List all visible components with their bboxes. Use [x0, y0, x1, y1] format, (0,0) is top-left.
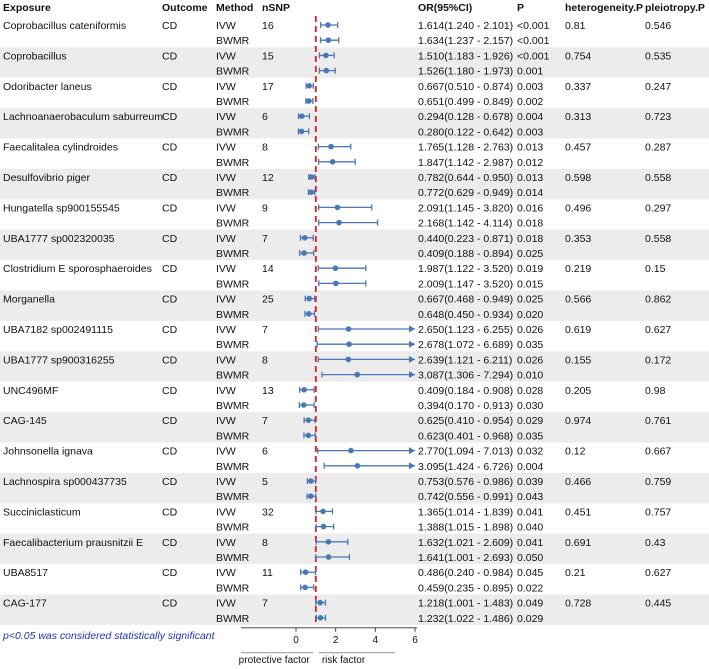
p-value: 0.012 [517, 156, 544, 169]
outcome-label: CD [162, 263, 178, 276]
exposure-label: UBA1777 sp900316255 [3, 354, 115, 367]
exposure-label: Clostridium E sporosphaeroides [3, 263, 152, 276]
p-value: 0.050 [517, 552, 544, 564]
or-point [306, 83, 312, 89]
outcome-label: CD [162, 20, 178, 32]
or-ci-text: 0.667(0.510 - 0.874) [418, 80, 514, 93]
method-label: BWMR [216, 339, 250, 352]
or-point [306, 433, 312, 439]
p-value: 0.003 [517, 80, 544, 93]
method-label: BWMR [216, 278, 250, 291]
or-point [346, 326, 352, 332]
exposure-label: Hungatella sp900155545 [3, 202, 120, 215]
or-point [318, 615, 324, 621]
method-label: IVW [216, 202, 236, 215]
exposure-label: Johnsonella ignava [3, 445, 93, 458]
pleiotropy-p-value: 0.43 [645, 536, 666, 549]
nsnp-value: 8 [262, 536, 268, 549]
row-stripe [0, 47, 709, 77]
or-ci-text: 1.365(1.014 - 1.839) [418, 506, 514, 519]
exposure-label: Coprobacillus [3, 50, 67, 63]
method-label: IVW [216, 567, 236, 580]
column-header: nSNP [262, 2, 291, 14]
protective-factor-label: protective factor [238, 654, 310, 666]
method-label: IVW [216, 172, 236, 184]
exposure-label: UBA1777 sp002320035 [3, 232, 115, 245]
pleiotropy-p-value: 0.723 [645, 111, 672, 124]
or-ci-text: 1.218(1.001 - 1.483) [418, 597, 514, 610]
or-point [317, 600, 323, 606]
heterogeneity-p-value: 0.598 [565, 172, 592, 184]
ci-arrow [409, 462, 415, 469]
pleiotropy-p-value: 0.15 [645, 263, 666, 276]
p-value: 0.013 [517, 141, 544, 154]
exposure-label: Faecalitalea cylindroides [3, 141, 118, 154]
p-value: 0.029 [517, 612, 544, 625]
method-label: IVW [216, 445, 236, 458]
column-header: heterogeneity.P [565, 2, 643, 14]
or-ci-text: 2.091(1.145 - 3.820) [418, 202, 514, 215]
nsnp-value: 7 [262, 232, 268, 245]
column-header: P [517, 2, 525, 14]
pleiotropy-p-value: 0.627 [645, 567, 672, 580]
p-value: 0.010 [517, 369, 544, 382]
heterogeneity-p-value: 0.155 [565, 354, 592, 367]
pleiotropy-p-value: 0.761 [645, 415, 672, 428]
exposure-label: Lachnospira sp000437735 [3, 476, 127, 488]
p-value: 0.003 [517, 126, 544, 139]
or-ci-text: 0.648(0.450 - 0.934) [418, 308, 514, 321]
p-value: 0.049 [517, 597, 544, 610]
nsnp-value: 12 [262, 172, 274, 184]
outcome-label: CD [162, 141, 178, 154]
p-value: 0.043 [517, 491, 544, 504]
pleiotropy-p-value: 0.287 [645, 141, 672, 154]
column-header: OR(95%CI) [418, 2, 473, 14]
pleiotropy-p-value: 0.98 [645, 384, 666, 397]
pleiotropy-p-value: 0.759 [645, 476, 672, 488]
x-tick-label: 2 [332, 634, 339, 646]
or-ci-text: 1.765(1.128 - 2.763) [418, 141, 514, 154]
or-ci-text: 1.987(1.122 - 3.520) [418, 263, 514, 276]
or-point [308, 478, 314, 484]
p-value: 0.019 [517, 263, 544, 276]
pleiotropy-p-value: 0.247 [645, 80, 672, 93]
or-ci-text: 0.742(0.556 - 0.991) [418, 491, 514, 504]
column-header: Method [216, 2, 254, 14]
or-ci-text: 2.168(1.142 - 4.114) [418, 217, 513, 230]
p-value: <0.001 [517, 50, 550, 63]
p-value: 0.001 [517, 65, 544, 78]
or-ci-text: 0.409(0.184 - 0.908) [418, 384, 514, 397]
method-label: BWMR [216, 369, 250, 382]
nsnp-value: 6 [262, 111, 268, 124]
pleiotropy-p-value: 0.172 [645, 354, 672, 367]
or-point [336, 220, 342, 226]
ci-arrow [409, 447, 415, 454]
outcome-label: CD [162, 172, 178, 184]
or-point [326, 37, 332, 43]
pleiotropy-p-value: 0.627 [645, 324, 672, 336]
heterogeneity-p-value: 0.619 [565, 324, 592, 336]
nsnp-value: 32 [262, 506, 274, 519]
or-point [328, 144, 334, 150]
p-value: 0.030 [517, 400, 544, 412]
pleiotropy-p-value: 0.445 [645, 597, 672, 610]
outcome-label: CD [162, 567, 178, 580]
method-label: BWMR [216, 460, 250, 473]
p-value: 0.039 [517, 476, 544, 488]
heterogeneity-p-value: 0.313 [565, 111, 592, 124]
or-ci-text: 0.772(0.629 - 0.949) [418, 187, 514, 200]
nsnp-value: 15 [262, 50, 274, 63]
p-value: 0.045 [517, 567, 544, 580]
or-ci-text: 0.486(0.240 - 0.984) [418, 567, 514, 580]
or-point [306, 417, 312, 423]
outcome-label: CD [162, 202, 178, 215]
nsnp-value: 9 [262, 202, 268, 215]
or-point [299, 129, 305, 135]
heterogeneity-p-value: 0.21 [565, 567, 586, 580]
nsnp-value: 11 [262, 567, 273, 580]
p-value: 0.025 [517, 248, 544, 260]
method-label: BWMR [216, 491, 250, 504]
or-point [302, 585, 308, 591]
or-point [321, 524, 327, 530]
p-value: 0.040 [517, 521, 544, 534]
or-point [306, 296, 312, 302]
outcome-label: CD [162, 445, 178, 458]
nsnp-value: 7 [262, 597, 268, 610]
method-label: IVW [216, 536, 236, 549]
p-value: 0.013 [517, 172, 544, 184]
outcome-label: CD [162, 293, 178, 306]
method-label: BWMR [216, 400, 250, 412]
exposure-label: Coprobacillus cateniformis [3, 20, 127, 32]
exposure-label: Faecalibacterium prausnitzii E [3, 536, 144, 549]
nsnp-value: 6 [262, 445, 268, 458]
heterogeneity-p-value: 0.337 [565, 80, 592, 93]
method-label: IVW [216, 80, 236, 93]
method-label: IVW [216, 354, 236, 367]
heterogeneity-p-value: 0.12 [565, 445, 586, 458]
nsnp-value: 5 [262, 476, 268, 488]
method-label: BWMR [216, 156, 250, 169]
exposure-label: Succiniclasticum [3, 506, 81, 519]
p-value: <0.001 [517, 20, 550, 32]
column-header: pleiotropy.P [645, 2, 705, 14]
method-label: IVW [216, 50, 236, 63]
outcome-label: CD [162, 232, 178, 245]
or-ci-text: 2.650(1.123 - 6.255) [418, 324, 514, 336]
method-label: BWMR [216, 217, 250, 230]
or-ci-text: 0.280(0.122 - 0.642) [418, 126, 514, 139]
p-value: 0.016 [517, 202, 544, 215]
pleiotropy-p-value: 0.535 [645, 50, 672, 63]
pleiotropy-p-value: 0.558 [645, 172, 672, 184]
method-label: BWMR [216, 96, 250, 108]
or-point [309, 174, 315, 180]
p-value: 0.002 [517, 96, 544, 108]
nsnp-value: 7 [262, 324, 268, 336]
outcome-label: CD [162, 111, 178, 124]
row-stripe [0, 595, 709, 625]
method-label: BWMR [216, 248, 250, 260]
or-point [323, 68, 329, 74]
column-header: Outcome [162, 2, 208, 14]
outcome-label: CD [162, 506, 178, 519]
nsnp-value: 16 [262, 20, 274, 32]
or-point [323, 53, 329, 59]
heterogeneity-p-value: 0.81 [565, 20, 586, 32]
heterogeneity-p-value: 0.754 [565, 50, 592, 63]
p-value: 0.022 [517, 582, 544, 595]
or-ci-text: 2.639(1.121 - 6.211) [418, 354, 513, 367]
column-header: Exposure [3, 2, 51, 14]
risk-factor-label: risk factor [321, 654, 366, 666]
row-stripe [0, 412, 709, 442]
method-label: IVW [216, 141, 236, 154]
ci-arrow [409, 341, 415, 348]
exposure-label: UBA7182 sp002491115 [3, 324, 113, 336]
p-value: 0.035 [517, 430, 544, 443]
method-label: BWMR [216, 430, 250, 443]
p-value: 0.041 [517, 506, 544, 519]
or-ci-text: 0.782(0.644 - 0.950) [418, 172, 514, 184]
nsnp-value: 25 [262, 293, 274, 306]
heterogeneity-p-value: 0.451 [565, 506, 592, 519]
method-label: BWMR [216, 308, 250, 321]
heterogeneity-p-value: 0.219 [565, 263, 592, 276]
method-label: BWMR [216, 612, 250, 625]
heterogeneity-p-value: 0.205 [565, 384, 592, 397]
or-ci-text: 0.667(0.468 - 0.949) [418, 293, 514, 306]
exposure-label: Desulfovibrio piger [3, 172, 90, 184]
pleiotropy-p-value: 0.558 [645, 232, 672, 245]
or-ci-text: 0.459(0.235 - 0.895) [418, 582, 514, 595]
or-point [303, 569, 309, 575]
exposure-label: Morganella [3, 293, 55, 306]
or-ci-text: 1.526(1.180 - 1.973) [418, 65, 514, 78]
outcome-label: CD [162, 324, 178, 336]
outcome-label: CD [162, 80, 178, 93]
outcome-label: CD [162, 536, 178, 549]
or-point [306, 311, 312, 317]
heterogeneity-p-value: 0.728 [565, 597, 592, 610]
nsnp-value: 17 [262, 80, 274, 93]
outcome-label: CD [162, 476, 178, 488]
x-tick-label: 4 [372, 634, 379, 646]
heterogeneity-p-value: 0.691 [565, 536, 592, 549]
ci-arrow [409, 326, 415, 333]
exposure-label: CAG-145 [3, 415, 47, 428]
method-label: BWMR [216, 126, 250, 139]
exposure-label: UBA8517 [3, 567, 48, 580]
nsnp-value: 8 [262, 354, 268, 367]
or-ci-text: 1.634(1.237 - 2.157) [418, 35, 514, 48]
or-point [302, 235, 308, 241]
p-value: 0.020 [517, 308, 544, 321]
or-ci-text: 0.394(0.170 - 0.913) [418, 400, 514, 412]
nsnp-value: 13 [262, 384, 274, 397]
or-point [301, 402, 307, 408]
method-label: BWMR [216, 35, 250, 48]
or-point [306, 98, 312, 104]
or-point [325, 22, 331, 28]
or-point [308, 493, 314, 499]
or-ci-text: 3.087(1.306 - 7.294) [418, 369, 514, 382]
p-value: 0.014 [517, 187, 544, 200]
heterogeneity-p-value: 0.466 [565, 476, 592, 488]
or-point [333, 281, 339, 287]
method-label: IVW [216, 415, 236, 428]
method-label: IVW [216, 324, 236, 336]
row-stripe [0, 291, 709, 321]
method-label: IVW [216, 384, 236, 397]
or-point [301, 250, 307, 256]
or-ci-text: 1.388(1.015 - 1.898) [418, 521, 514, 534]
method-label: IVW [216, 263, 236, 276]
p-value: 0.004 [517, 111, 544, 124]
or-ci-text: 2.678(1.072 - 6.689) [418, 339, 514, 352]
or-ci-text: 1.632(1.021 - 2.609) [418, 536, 514, 549]
method-label: IVW [216, 293, 236, 306]
or-point [354, 372, 360, 378]
pleiotropy-p-value: 0.757 [645, 506, 672, 519]
or-ci-text: 0.651(0.499 - 0.849) [418, 96, 514, 108]
or-ci-text: 0.440(0.223 - 0.871) [418, 232, 514, 245]
or-ci-text: 1.614(1.240 - 2.101) [418, 20, 514, 32]
or-ci-text: 1.641(1.001 - 2.693) [418, 552, 514, 564]
or-point [299, 113, 305, 119]
heterogeneity-p-value: 0.457 [565, 141, 592, 154]
method-label: IVW [216, 597, 236, 610]
pleiotropy-p-value: 0.862 [645, 293, 672, 306]
pleiotropy-p-value: 0.546 [645, 20, 672, 32]
exposure-label: Lachnoanaerobaculum saburreum [3, 111, 163, 124]
method-label: IVW [216, 476, 236, 488]
p-value: 0.028 [517, 384, 544, 397]
or-point [330, 159, 336, 165]
or-ci-text: 1.510(1.183 - 1.926) [418, 50, 514, 63]
exposure-label: UNC496MF [3, 384, 59, 397]
nsnp-value: 7 [262, 415, 268, 428]
heterogeneity-p-value: 0.566 [565, 293, 592, 306]
or-ci-text: 2.009(1.147 - 3.520) [418, 278, 514, 291]
p-value: 0.035 [517, 339, 544, 352]
pleiotropy-p-value: 0.297 [645, 202, 672, 215]
p-value: 0.029 [517, 415, 544, 428]
or-ci-text: 0.409(0.188 - 0.894) [418, 248, 514, 260]
method-label: IVW [216, 506, 236, 519]
row-stripe [0, 169, 709, 199]
or-ci-text: 0.625(0.410 - 0.954) [418, 415, 514, 428]
or-point [335, 205, 341, 211]
p-value: 0.041 [517, 536, 544, 549]
exposure-label: CAG-177 [3, 597, 47, 610]
or-ci-text: 1.847(1.142 - 2.987) [418, 156, 514, 169]
p-value: 0.032 [517, 445, 544, 458]
method-label: BWMR [216, 582, 250, 595]
outcome-label: CD [162, 384, 178, 397]
or-point [333, 265, 339, 271]
p-value: <0.001 [517, 35, 550, 48]
or-point [326, 554, 332, 560]
or-ci-text: 2.770(1.094 - 7.013) [418, 445, 514, 458]
or-ci-text: 0.623(0.401 - 0.968) [418, 430, 514, 443]
or-ci-text: 1.232(1.022 - 1.486) [418, 612, 514, 625]
pleiotropy-p-value: 0.667 [645, 445, 672, 458]
or-ci-text: 0.753(0.576 - 0.986) [418, 476, 514, 488]
or-point [320, 509, 326, 515]
heterogeneity-p-value: 0.974 [565, 415, 592, 428]
outcome-label: CD [162, 354, 178, 367]
method-label: IVW [216, 20, 236, 32]
p-value: 0.004 [517, 460, 544, 473]
heterogeneity-p-value: 0.496 [565, 202, 592, 215]
p-value: 0.018 [517, 217, 544, 230]
exposure-label: Odoribacter laneus [3, 80, 92, 93]
or-point [346, 341, 352, 347]
nsnp-value: 14 [262, 263, 274, 276]
p-value: 0.025 [517, 293, 544, 306]
method-label: BWMR [216, 187, 250, 200]
or-ci-text: 0.294(0.128 - 0.678) [418, 111, 514, 124]
outcome-label: CD [162, 415, 178, 428]
p-value: 0.018 [517, 232, 544, 245]
or-point [326, 539, 332, 545]
x-tick-label: 6 [412, 634, 418, 646]
or-point [309, 189, 315, 195]
method-label: IVW [216, 111, 236, 124]
p-value: 0.015 [517, 278, 544, 291]
or-point [348, 448, 354, 454]
outcome-label: CD [162, 50, 178, 63]
or-point [301, 387, 307, 393]
heterogeneity-p-value: 0.353 [565, 232, 592, 245]
or-point [346, 357, 352, 363]
method-label: BWMR [216, 552, 250, 564]
significance-note: p<0.05 was considered statistically significant [3, 630, 215, 642]
p-value: 0.026 [517, 324, 544, 336]
or-ci-text: 3.095(1.424 - 6.726) [418, 460, 514, 473]
nsnp-value: 8 [262, 141, 268, 154]
method-label: IVW [216, 232, 236, 245]
x-tick-label: 0 [293, 634, 299, 646]
method-label: BWMR [216, 65, 250, 78]
method-label: BWMR [216, 521, 250, 534]
or-point [355, 463, 361, 469]
outcome-label: CD [162, 597, 178, 610]
p-value: 0.026 [517, 354, 544, 367]
